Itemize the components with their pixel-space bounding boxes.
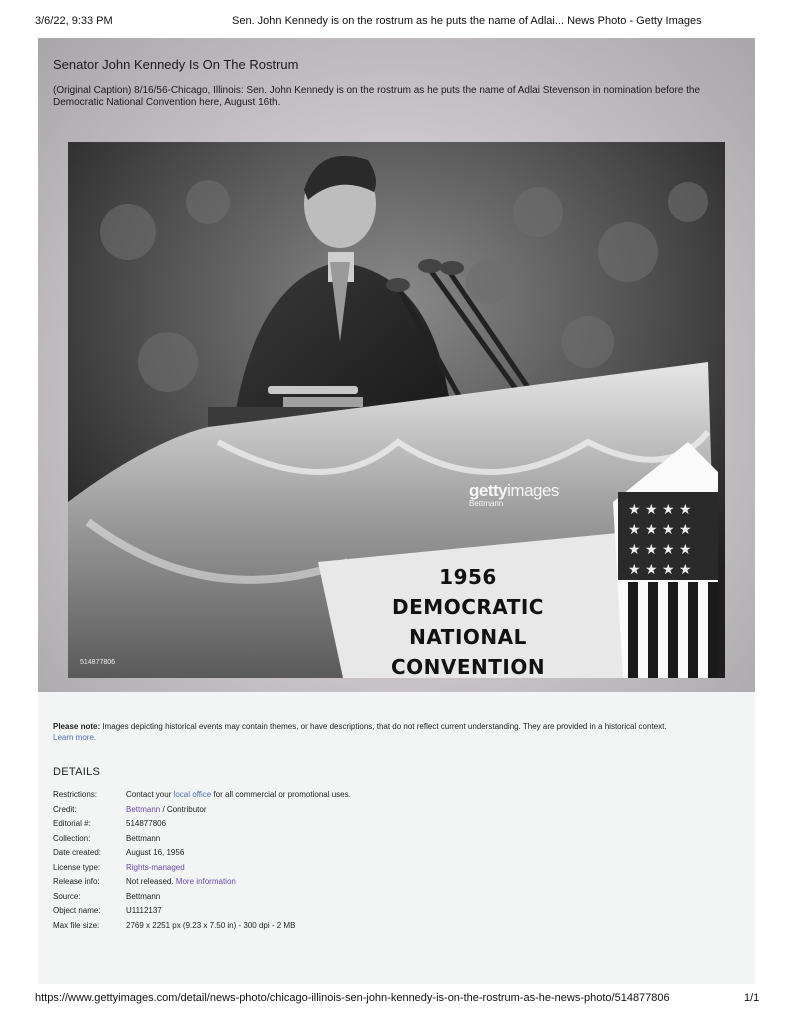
historical-note [53, 721, 743, 743]
svg-text:★ ★ ★ ★: ★ ★ ★ ★ [628, 522, 692, 538]
convention-banner [358, 562, 578, 678]
svg-text:★ ★ ★ ★: ★ ★ ★ ★ [628, 542, 692, 558]
photo-id: 514877806 [80, 659, 116, 666]
print-url: https://www.gettyimages.com/detail/news-photo/chicago-illinois-sen-john-kennedy-is-on-the-rostrum-as-he-news-photo/514877806 [35, 992, 670, 1004]
date-label: Date created: [53, 848, 102, 857]
object-label: Object name: [53, 906, 101, 915]
svg-text:★ ★ ★ ★: ★ ★ ★ ★ [628, 502, 692, 518]
details-panel [38, 692, 755, 984]
photo-caption: (Original Caption) 8/16/56-Chicago, Illinois: Sen. John Kennedy is on the rostrum as he puts the name of Adlai Stevenson in nomination before the Democratic National Convention here, August 16th. [53, 85, 701, 108]
news-photo[interactable] [68, 142, 725, 678]
restrictions-label: Restrictions: [53, 790, 98, 799]
print-header [0, 15, 792, 31]
watermark-source: Bettmann [469, 499, 504, 508]
restrictions-value [126, 790, 351, 799]
getty-watermark [469, 481, 559, 508]
editorial-value: 514877806 [126, 819, 167, 828]
hero-section [38, 38, 755, 692]
date-value: August 16, 1956 [126, 848, 185, 857]
svg-text:★ ★ ★ ★: ★ ★ ★ ★ [628, 562, 692, 578]
license-link[interactable]: Rights-managed [126, 862, 185, 872]
credit-value [126, 805, 207, 814]
watermark-brand-bold: getty [469, 481, 508, 500]
release-value [126, 877, 236, 886]
learn-more-link[interactable]: Learn more. [53, 733, 97, 742]
details-heading: DETAILS [53, 766, 101, 778]
note-label: Please note: [53, 722, 101, 731]
collection-label: Collection: [53, 833, 91, 843]
more-information-link[interactable]: More information [175, 877, 236, 886]
banner-line-democratic: DEMOCRATIC [392, 595, 544, 619]
watermark-brand-light: images [507, 481, 559, 500]
editorial-label: Editorial #: [53, 819, 91, 828]
banner-line-convention: CONVENTION [390, 655, 546, 678]
note-text: Images depicting historical events may contain themes, or have descriptions, that do not reflect current understanding. They are provided in a historical context. [100, 722, 667, 731]
maxfile-value: 2769 x 2251 px (9.23 x 7.50 in) - 300 dpi - 2 MB [126, 920, 296, 930]
banner-line-national: NATIONAL [409, 625, 527, 649]
local-office-link[interactable]: local office [173, 790, 212, 799]
page-title: Senator John Kennedy Is On The Rostrum [53, 57, 299, 72]
license-label: License type: [53, 862, 101, 872]
source-label: Source: [53, 891, 81, 901]
banner-year: 1956 [439, 565, 497, 589]
maxfile-label: Max file size: [53, 920, 100, 930]
restrictions-post: for all commercial or promotional uses. [211, 790, 351, 799]
release-text: Not released. [126, 877, 176, 886]
credit-bettmann-link[interactable]: Bettmann [126, 804, 161, 814]
print-date: 3/6/22, 9:33 PM [35, 15, 113, 27]
object-value: U1112137 [126, 906, 162, 915]
source-value: Bettmann [126, 891, 161, 901]
print-footer [0, 992, 792, 1008]
collection-value: Bettmann [126, 833, 161, 843]
credit-label: Credit: [53, 804, 77, 814]
print-page-count: 1/1 [744, 992, 760, 1004]
restrictions-pre: Contact your [126, 790, 174, 799]
credit-post: / Contributor [160, 804, 207, 814]
release-label: Release info: [53, 877, 100, 886]
print-page-title: Sen. John Kennedy is on the rostrum as he puts the name of Adlai... News Photo - Getty Images [232, 15, 702, 27]
